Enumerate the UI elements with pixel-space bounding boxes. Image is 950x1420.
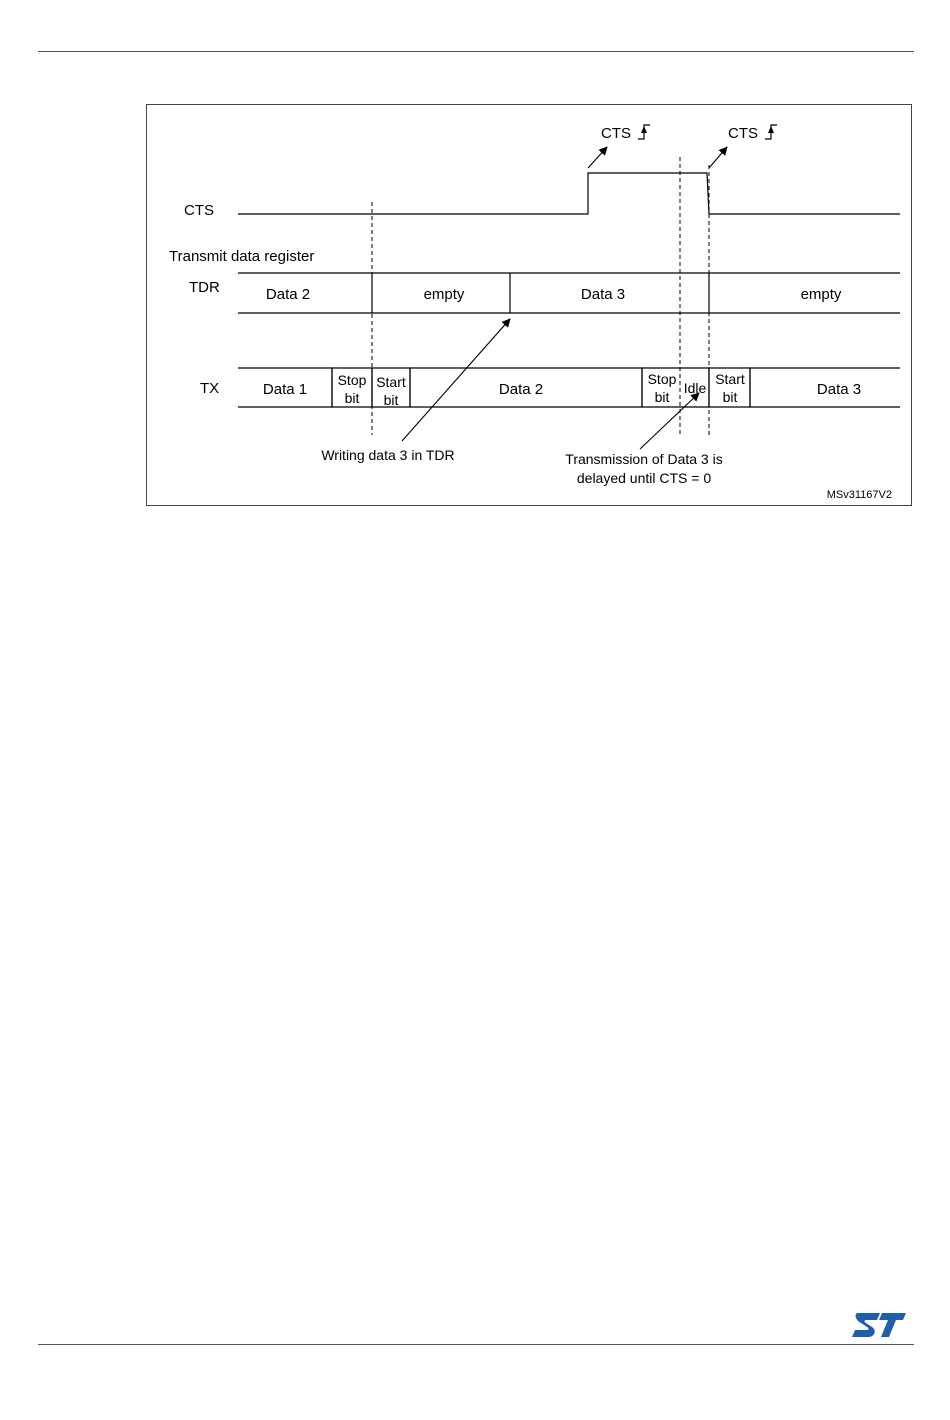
tx-cell: bit (344, 390, 360, 406)
tdr-cell: empty (423, 286, 465, 303)
write-annotation: Writing data 3 in TDR (321, 447, 455, 463)
tdr-caption: Transmit data register (169, 248, 315, 265)
tx-cell: Data 2 (498, 381, 544, 398)
tx-cell: Stop (647, 371, 677, 387)
footer-rule (38, 1344, 914, 1345)
cts-waveform (238, 173, 900, 214)
tx-cell: bit (722, 389, 738, 405)
write-annotation-arrow (402, 319, 510, 441)
cts-signal-label: CTS (184, 202, 214, 219)
delay-annotation-arrow (640, 393, 699, 449)
figure-id: MSv31167V2 (826, 489, 892, 501)
tx-cell: Data 1 (262, 381, 308, 398)
tx-row (238, 368, 900, 408)
cts-flow-control-timing-diagram (146, 104, 912, 506)
cts-fall-label: CTS (728, 125, 758, 142)
tdr-row (238, 273, 900, 313)
tx-cell: Start (376, 374, 406, 390)
tx-cell: Stop (337, 372, 367, 388)
tdr-signal-label: TDR (189, 279, 220, 296)
tdr-cell: Data 2 (265, 286, 311, 303)
header-rule (38, 51, 914, 52)
tx-cell: bit (654, 389, 670, 405)
rising-edge-icon (638, 125, 650, 139)
tx-cell: Idle (683, 380, 707, 396)
tdr-cell: empty (800, 286, 842, 303)
tx-cell: Data 3 (816, 381, 862, 398)
delay-annotation-line2: delayed until CTS = 0 (576, 470, 712, 486)
cts-rise-label: CTS (601, 125, 631, 142)
st-logo-icon (850, 1309, 910, 1341)
delay-annotation-line1: Transmission of Data 3 is (565, 451, 723, 467)
tdr-cell: Data 3 (580, 286, 626, 303)
tx-cell: Start (715, 371, 745, 387)
tx-cell: bit (383, 392, 399, 408)
tx-signal-label: TX (200, 380, 220, 397)
cts-fall-arrow (709, 147, 727, 168)
cts-rise-arrow (588, 147, 607, 168)
rising-edge-icon (765, 125, 777, 139)
